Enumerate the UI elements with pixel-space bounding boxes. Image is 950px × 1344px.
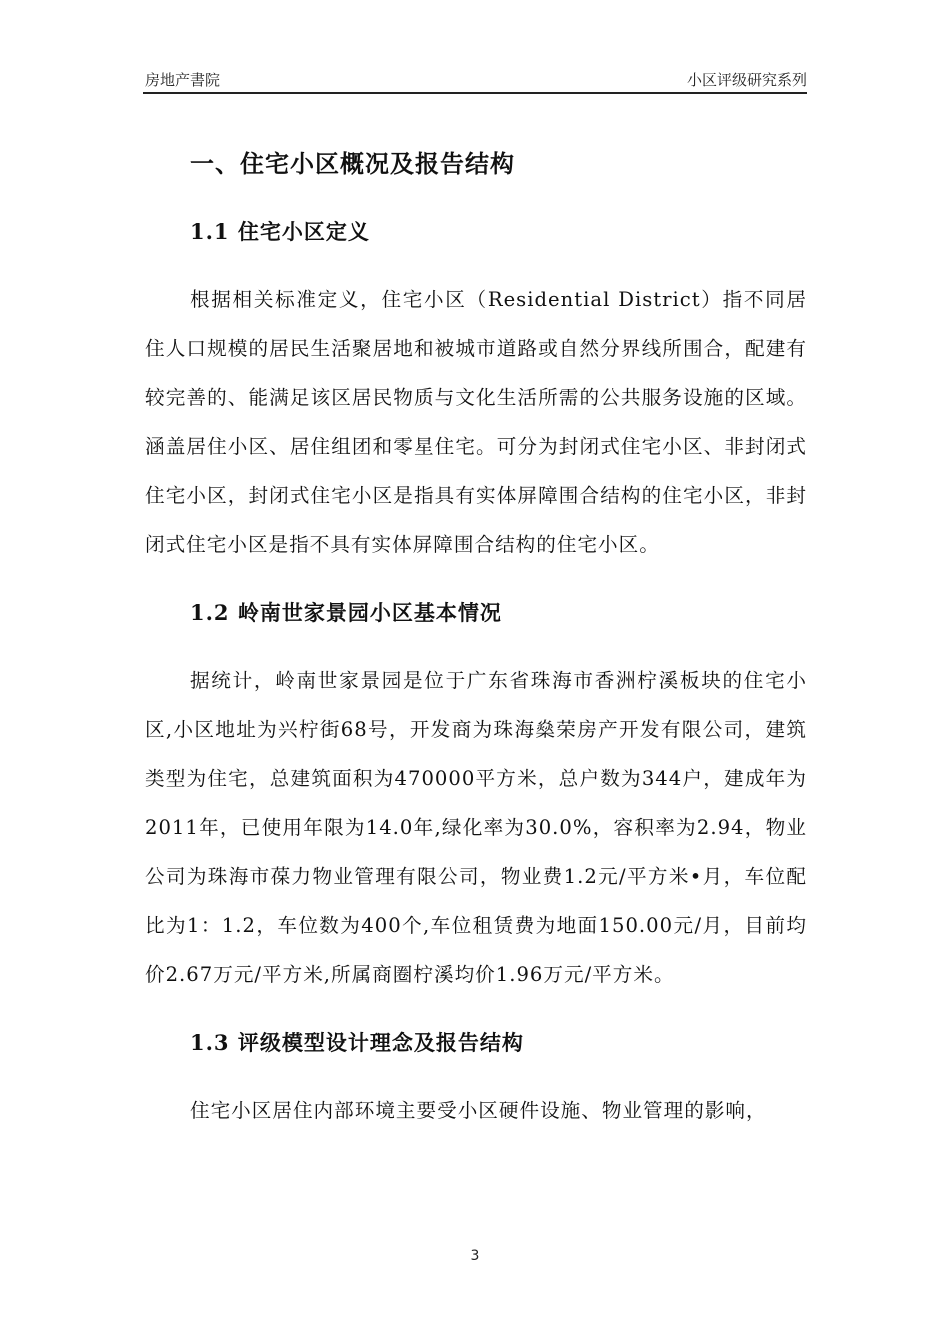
paragraph-definition: 根据相关标准定义，住宅小区（Residential District）指不同居住人口规模的居民生活聚居地和被城市道路或自然分界线所围合，配建有较完善的、能满足该区居民物质与文化生活所需的公共服务设施的区域。涵盖居住小区、居住组团和零星住宅。可分为封闭式住宅小区、非封闭式住宅小区，封闭式住宅小区是指具有实体屏障围合结构的住宅小区，非封闭式住宅小区是指不具有实体屏障围合结构的住宅小区。: [145, 288, 807, 556]
paragraph-rating-model: 住宅小区居住内部环境主要受小区硬件设施、物业管理的影响，: [190, 1099, 767, 1122]
subsection-title-1-3: 1.3 评级模型设计理念及报告结构: [190, 1030, 524, 1055]
header-series: 小区评级研究系列: [686, 71, 807, 89]
header-publisher: 房地产書院: [145, 71, 221, 89]
paragraph-community-overview: 据统计，岭南世家景园是位于广东省珠海市香洲柠溪板块的住宅小区,小区地址为兴柠街68号，开发商为珠海燊荣房产开发有限公司，建筑类型为住宅，总建筑面积为470000平方米，总户数为344户，建成年为2011年，已使用年限为14.0年,绿化率为30.0%，容积率为2.94，物业公司为珠海市葆力物业管理有限公司，物业费1.2元/平方米•月，车位配比为1：1.2，车位数为400个,车位租赁费为地面150.00元/月，目前均价2.67万元/平方米,所属商圈柠溪均价1.96万元/平方米。: [145, 669, 807, 986]
document-body: [145, 140, 807, 1135]
section-title: 一、住宅小区概况及报告结构: [190, 149, 515, 178]
subsection-title-1-1: 1.1 住宅小区定义: [190, 219, 370, 244]
header-divider: [143, 92, 807, 94]
page-number: 3: [470, 1248, 480, 1264]
subsection-title-1-2: 1.2 岭南世家景园小区基本情况: [190, 600, 502, 625]
